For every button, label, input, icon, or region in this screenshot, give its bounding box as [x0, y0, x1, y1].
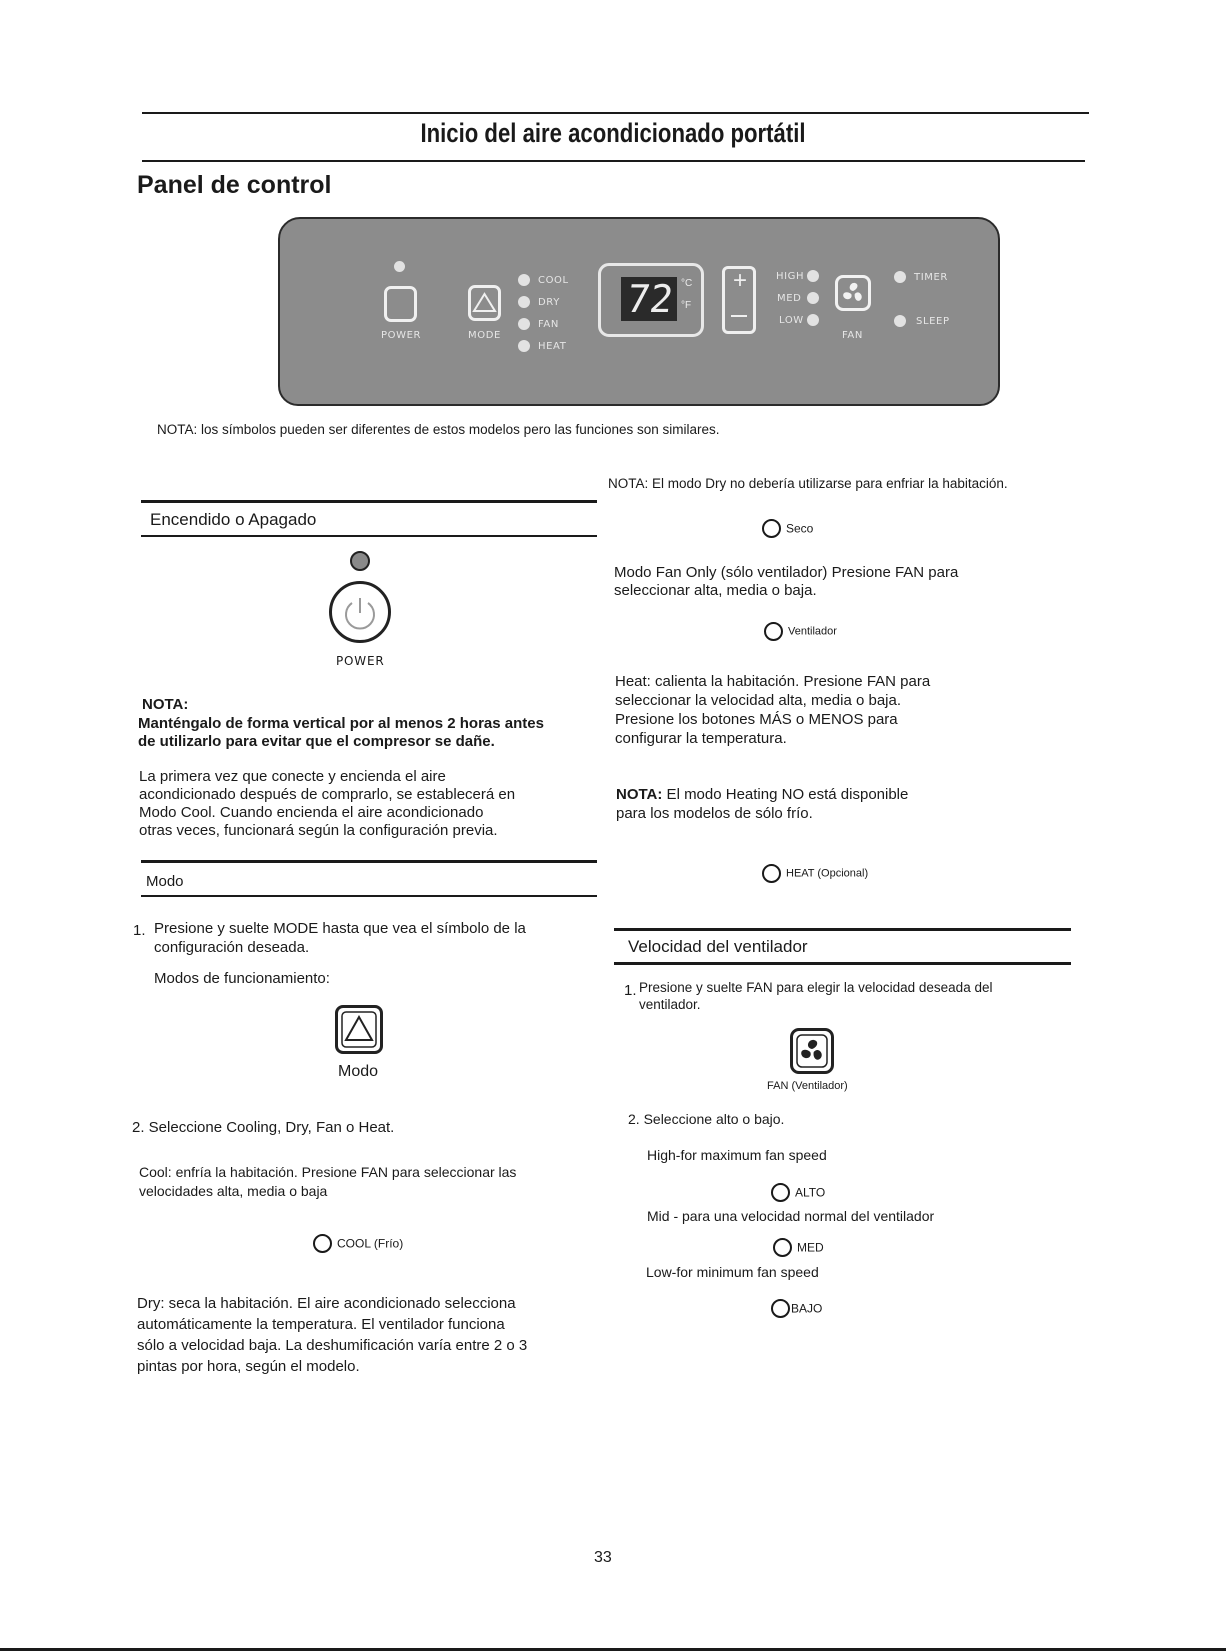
- alto-icon-label: ALTO: [795, 1185, 826, 1200]
- cool-led-label: COOL: [538, 275, 569, 286]
- fan-step-1-number: 1.: [624, 982, 637, 999]
- timer-led-label: TIMER: [914, 272, 948, 283]
- display-frame: [598, 263, 704, 337]
- med-led-icon: [807, 292, 819, 304]
- fan-step-2: 2. Seleccione alto o bajo.: [628, 1111, 785, 1127]
- mode-step-2: 2. Seleccione Cooling, Dry, Fan o Heat.: [132, 1119, 395, 1136]
- power-section-title: Encendido o Apagado: [150, 510, 317, 529]
- fan-section-title: Velocidad del ventilador: [628, 937, 808, 956]
- plus-icon: +: [732, 267, 747, 294]
- heat-note-text: El modo Heating NO está disponible: [662, 786, 909, 803]
- heat-description-line-1: Heat: calienta la habitación. Presione FAN para: [615, 673, 931, 690]
- power-button-icon: [384, 286, 417, 322]
- power-indicator-icon: [350, 551, 370, 571]
- cool-description-line-2: velocidades alta, media o baja: [139, 1183, 328, 1199]
- display-value: 72: [624, 277, 676, 321]
- seco-icon-label: Seco: [786, 521, 814, 536]
- header-top-rule: [142, 112, 1089, 114]
- fan-section-top-rule: [614, 928, 1071, 931]
- fan-only-line-2: seleccionar alta, media o baja.: [614, 582, 817, 599]
- circle-icon: [764, 622, 783, 641]
- circle-icon: [762, 864, 781, 883]
- cool-description-line-1: Cool: enfría la habitación. Presione FAN para seleccionar las: [139, 1164, 517, 1180]
- dry-description-line-1: Dry: seca la habitación. El aire acondicionado selecciona: [137, 1295, 516, 1312]
- minus-icon: [731, 315, 747, 317]
- heat-note-line-1: [616, 785, 908, 804]
- bajo-icon-label: BAJO: [791, 1301, 823, 1316]
- mode-icon-label: Modo: [338, 1063, 379, 1080]
- low-led-icon: [807, 314, 819, 326]
- panel-note: NOTA: los símbolos pueden ser diferentes de estos modelos pero las funciones son similares.: [157, 422, 720, 437]
- low-speed-indicator: [771, 1299, 822, 1318]
- cool-led-icon: [518, 274, 530, 286]
- nota-heading: NOTA:: [142, 696, 189, 713]
- power-section-bottom-rule: [141, 535, 597, 537]
- high-speed-text: High-for maximum fan speed: [647, 1147, 827, 1163]
- nota-warning-line-2: de utilizarlo para evitar que el compresor se dañe.: [138, 733, 495, 750]
- first-use-line-2: acondicionado después de comprarlo, se establecerá en: [139, 786, 516, 803]
- high-led-icon: [807, 270, 819, 282]
- page-title: Inicio del aire acondicionado portátil: [420, 118, 806, 148]
- heat-mode-indicator: [762, 864, 868, 883]
- fan-step-1-line-2: ventilador.: [639, 997, 701, 1012]
- mid-speed-text: Mid - para una velocidad normal del ventilador: [647, 1208, 935, 1224]
- high-speed-indicator: [771, 1183, 825, 1202]
- first-use-line-4: otras veces, funcionará según la configuración previa.: [139, 822, 498, 839]
- heat-led-icon: [518, 340, 530, 352]
- timer-led-icon: [894, 271, 906, 283]
- dry-description-line-4: pintas por hora, según el modelo.: [137, 1358, 360, 1375]
- cool-icon-label: COOL (Frío): [337, 1236, 404, 1251]
- dry-led-icon: [518, 296, 530, 308]
- mid-speed-indicator: [773, 1238, 824, 1257]
- ventilador-icon-label: Ventilador: [788, 625, 837, 638]
- fahrenheit-unit-label: °F: [681, 300, 692, 311]
- first-use-line-1: La primera vez que conecte y encienda el aire: [139, 768, 446, 785]
- temperature-adjust-icon: [722, 266, 756, 334]
- high-led-label: HIGH: [776, 271, 805, 282]
- celsius-unit-label: °C: [681, 278, 693, 289]
- mode-step-1-line-1: Presione y suelte MODE hasta que vea el símbolo de la: [154, 920, 526, 937]
- fan-section-bottom-rule: [614, 962, 1071, 965]
- power-label: POWER: [381, 330, 422, 341]
- fan-step-1-line-1: Presione y suelte FAN para elegir la velocidad deseada del: [639, 980, 993, 995]
- fan-button-icon: [790, 1028, 834, 1074]
- dry-note: NOTA: El modo Dry no debería utilizarse para enfriar la habitación.: [608, 476, 1008, 491]
- mode-triangle-icon: [335, 1005, 383, 1054]
- heat-led-label: HEAT: [538, 341, 567, 352]
- sleep-led-icon: [894, 315, 906, 327]
- fan-only-mode-indicator: [764, 622, 837, 641]
- power-indicator-icon: [394, 261, 405, 272]
- circle-icon: [762, 519, 781, 538]
- header-bottom-rule: [142, 160, 1085, 162]
- fan-only-line-1: Modo Fan Only (sólo ventilador) Presione FAN para: [614, 564, 959, 581]
- dry-description-line-3: sólo a velocidad baja. La deshumificación varía entre 2 o 3: [137, 1337, 528, 1354]
- mode-step-1-number: 1.: [133, 922, 146, 939]
- circle-icon: [313, 1234, 332, 1253]
- power-button-icon: [329, 581, 391, 643]
- med-led-label: MED: [777, 293, 802, 304]
- sleep-led-label: SLEEP: [916, 316, 950, 327]
- mode-label: MODE: [468, 330, 501, 341]
- power-section-top-rule: [141, 500, 597, 503]
- fan-button-icon: [835, 275, 871, 311]
- first-use-line-3: Modo Cool. Cuando encienda el aire acondicionado: [139, 804, 484, 821]
- fan-led-icon: [518, 318, 530, 330]
- mode-section-title: Modo: [146, 873, 184, 890]
- circle-icon: [771, 1183, 790, 1202]
- fan-led-label: FAN: [538, 319, 559, 330]
- heat-icon-label: HEAT (Opcional): [786, 867, 869, 880]
- heat-description-line-2: seleccionar la velocidad alta, media o baja.: [615, 692, 902, 709]
- circle-icon: [771, 1299, 790, 1318]
- heat-note-label: NOTA:: [616, 786, 663, 803]
- fan-icon-label: FAN (Ventilador): [767, 1080, 848, 1092]
- control-panel-illustration: [278, 217, 1000, 406]
- section-heading: Panel de control: [137, 171, 332, 199]
- power-icon-label: POWER: [336, 654, 385, 668]
- heat-note-line-2: para los modelos de sólo frío.: [616, 805, 813, 822]
- heat-description-line-4: configurar la temperatura.: [615, 730, 787, 747]
- mode-step-1-line-2: configuración deseada.: [154, 939, 310, 956]
- low-speed-text: Low-for minimum fan speed: [646, 1264, 819, 1280]
- mode-section-bottom-rule: [141, 895, 597, 897]
- nota-warning-line-1: Manténgalo de forma vertical por al menos 2 horas antes: [138, 715, 544, 732]
- mode-button-icon: [468, 285, 501, 321]
- page-number: 33: [594, 1549, 612, 1566]
- fan-label: FAN: [842, 330, 863, 341]
- med-icon-label: MED: [797, 1240, 824, 1255]
- heat-description-line-3: Presione los botones MÁS o MENOS para: [615, 711, 898, 728]
- dry-mode-indicator: [762, 519, 813, 538]
- mode-section-top-rule: [141, 860, 597, 863]
- low-led-label: LOW: [779, 315, 804, 326]
- dry-led-label: DRY: [538, 297, 560, 308]
- cool-mode-indicator: [313, 1234, 403, 1253]
- modes-heading: Modos de funcionamiento:: [154, 970, 330, 987]
- circle-icon: [773, 1238, 792, 1257]
- dry-description-line-2: automáticamente la temperatura. El ventilador funciona: [137, 1316, 505, 1333]
